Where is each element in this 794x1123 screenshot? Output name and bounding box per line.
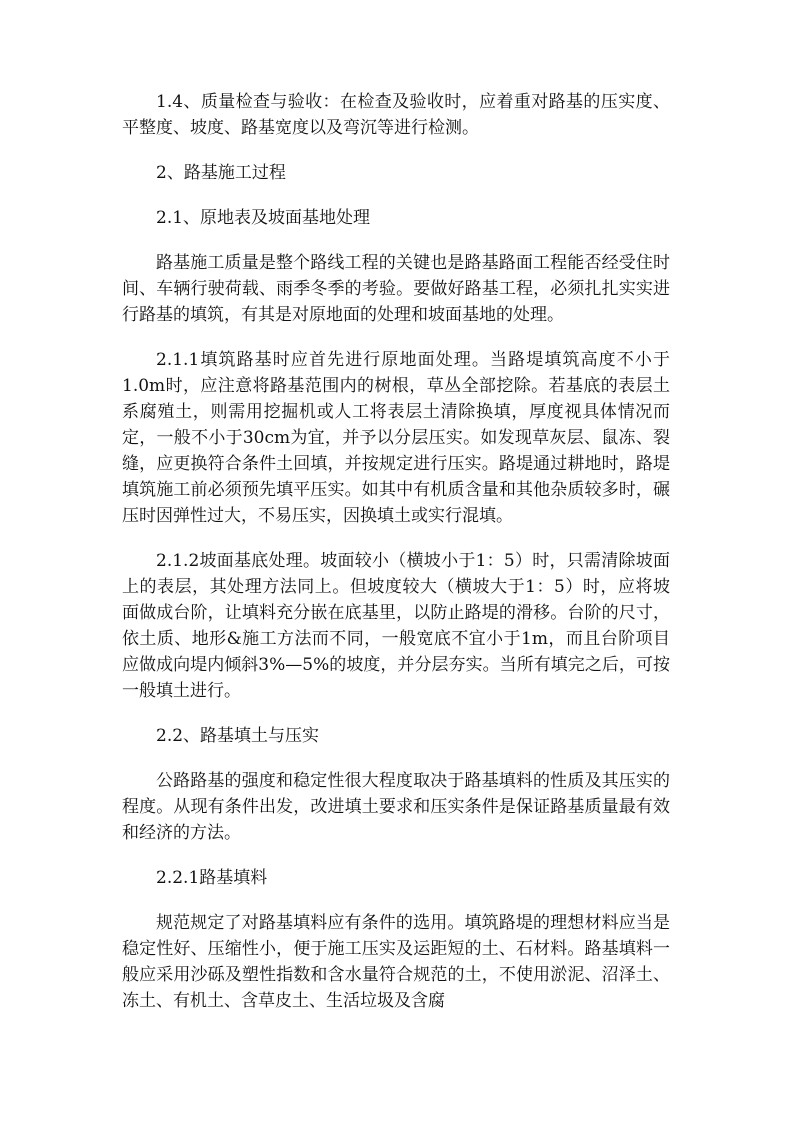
- heading-filling-and-compaction: 2.2、路基填土与压实: [156, 726, 320, 746]
- paragraph-fill-material-selection: 规范规定了对路基填料应有条件的选用。填筑路堤的理想材料应当是稳定性好、压缩性小，便于施工压实及运距短的土、石材料。路基填料一般应采用沙砾及塑性指数和含水量符合规范的土，不使用淤泥、沼泽土、冻土、有机土、含草皮土、生活垃圾及含腐: [122, 913, 670, 1011]
- heading-roadbed-fill-material: 2.2.1路基填料: [156, 868, 268, 888]
- paragraph-quality-inspection: 1.4、质量检查与验收：在检查及验收时，应着重对路基的压实度、平整度、坡度、路基宽度以及弯沉等进行检测。: [122, 92, 670, 138]
- heading-ground-and-slope-treatment: 2.1、原地表及坡面基地处理: [156, 208, 371, 228]
- paragraph-roadbed-quality-key: 路基施工质量是整个路线工程的关键也是路基路面工程能否经受住时间、车辆行驶荷载、雨季冬季的考验。要做好路基工程，必须扎扎实实进行路基的填筑，有其是对原地面的处理和坡面基地的处理。: [122, 253, 670, 325]
- paragraph-slope-base-treatment: 2.1.2坡面基底处理。坡面较小（横坡小于1：5）时，只需清除坡面上的表层，其处理方法同上。但坡度较大（横坡大于1：5）时，应将坡面做成台阶，让填料充分嵌在底基里，以防止路堤的滑移。台阶的尺寸，依土质、地形&施工方法而不同，一般宽底不宜小于1m，而且台阶项目应做成向堤内倾斜3%—5%的坡度，并分层夯实。当所有填完之后，可按一般填土进行。: [122, 551, 670, 701]
- paragraph-strength-and-stability: 公路路基的强度和稳定性很大程度取决于路基填料的性质及其压实的程度。从现有条件出发，改进填土要求和压实条件是保证路基质量最有效和经济的方法。: [122, 771, 670, 843]
- heading-roadbed-construction-process: 2、路基施工过程: [156, 163, 286, 183]
- paragraph-original-ground-treatment: 2.1.1填筑路基时应首先进行原地面处理。当路堤填筑高度不小于1.0m时，应注意将路基范围内的树根，草丛全部挖除。若基底的表层土系腐殖土，则需用挖掘机或人工将表层土清除换填，厚度视具体情况而定，一般不小于30cm为宜，并予以分层压实。如发现草灰层、鼠冻、裂缝，应更换符合条件土回填，并按规定进行压实。路堤通过耕地时，路堤填筑施工前必须预先填平压实。如其中有机质含量和其他杂质较多时，碾压时因弹性过大，不易压实，因换填土或实行混填。: [122, 350, 670, 526]
